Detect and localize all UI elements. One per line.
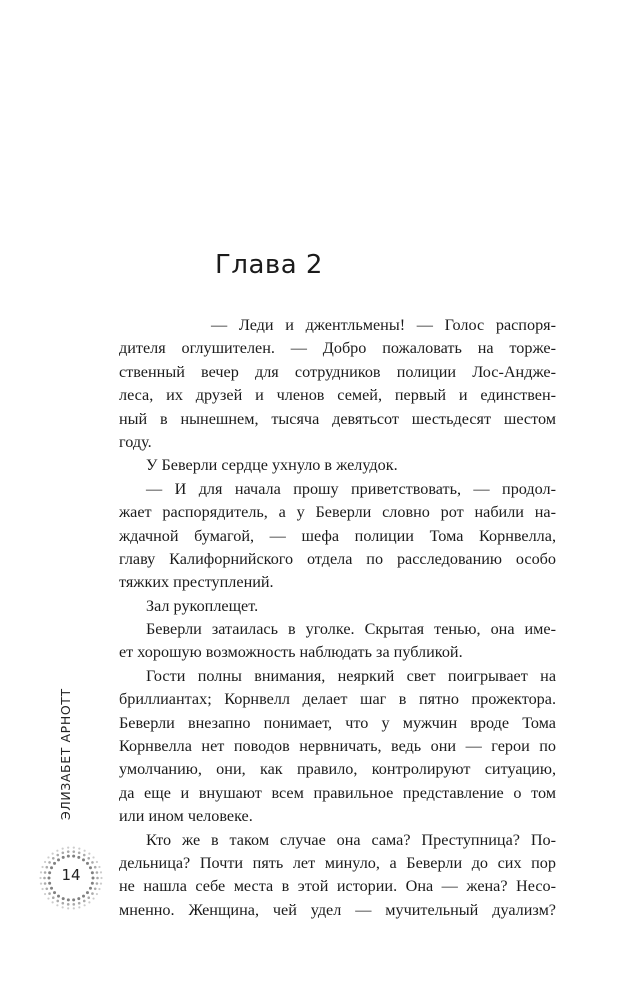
text-line: дителя оглушителен. — Добро пожаловать на торже- — [119, 339, 556, 358]
ornament-dot — [77, 897, 80, 900]
ornament-dot — [77, 856, 80, 859]
ornament-dot — [72, 898, 75, 901]
ornament-dot — [84, 850, 86, 852]
ornament-dot — [56, 850, 58, 852]
text-line: жает распорядитель, а у Беверли словно рот набили на- — [119, 503, 556, 522]
ornament-dot — [62, 848, 64, 850]
ornament-dot — [67, 898, 70, 901]
ornament-dot — [67, 850, 70, 853]
ornament-dot — [67, 847, 69, 849]
ornament-dot — [88, 853, 90, 855]
text-line: да еще и внушают всем правильное представление о том — [119, 783, 556, 802]
ornament-dot — [78, 906, 80, 908]
ornament-dot — [78, 852, 81, 855]
text-line: Кто же в таком случае она сама? Преступница? По- — [146, 830, 556, 849]
ornament-dot — [89, 887, 92, 890]
page-number: 14 — [61, 866, 81, 884]
ornament-dot — [48, 861, 51, 864]
ornament-dot — [67, 903, 70, 906]
ornament-dot — [62, 902, 65, 905]
ornament-dot — [67, 907, 69, 909]
ornament-dot — [73, 847, 75, 849]
ornament-dot — [72, 903, 75, 906]
text-line: — Леди и джентльмены! — Голос распоря- — [211, 316, 556, 334]
ornament-dot — [50, 887, 53, 890]
ornament-dot — [98, 888, 100, 890]
ornament-dot — [83, 900, 86, 903]
ornament-dot — [84, 904, 86, 906]
chapter-body — [119, 314, 556, 922]
ornament-dot — [57, 895, 60, 898]
text-line: бриллиантах; Корнвелл делает шаг в пятно прожектора. — [119, 690, 556, 709]
text-line: Беверли внезапно понимает, что у мужчин вроде Тома — [119, 713, 556, 732]
text-line: ный в нынешнем, тысяча девятьсот шестьдесят шестом — [119, 409, 556, 428]
ornament-dot — [52, 896, 55, 899]
ornament-dot — [62, 856, 65, 859]
ornament-dot — [56, 904, 58, 906]
text-line: главу Калифорнийского отдела по расследованию особо — [119, 549, 556, 568]
ornament-dot — [53, 862, 56, 865]
ornament-dot — [62, 852, 65, 855]
ornament-dot — [52, 857, 55, 860]
ornament-dot — [56, 900, 59, 903]
ornament-dot — [83, 854, 86, 857]
text-line: Корнвелла нет поводов нервничать, ведь они — герои по — [119, 737, 556, 756]
ornament-dot — [72, 855, 75, 858]
ornament-dot — [96, 861, 98, 863]
ornament-dot — [48, 892, 51, 895]
ornament-dot — [86, 862, 89, 865]
text-line: дельница? Почти пять лет минуло, а Беверли до сих пор — [119, 853, 556, 872]
ornament-dot — [92, 897, 94, 899]
ornament-dot — [73, 907, 75, 909]
ornament-dot — [44, 861, 46, 863]
ornament-dot — [86, 891, 89, 894]
ornament-dot — [56, 854, 59, 857]
ornament-dot — [87, 857, 90, 860]
ornament-dot — [53, 891, 56, 894]
text-line: Беверли затаилась в уголке. Скрытая тенью, она име- — [146, 620, 556, 639]
text-line: ждачной бумагой, — шефа полиции Тома Корнвелла, — [119, 526, 556, 545]
ornament-dot — [41, 888, 43, 890]
ornament-dot — [72, 850, 75, 853]
ornament-dot — [94, 887, 97, 890]
text-line: У Беверли сердце ухнуло в желудок. — [146, 456, 398, 475]
running-head-author: ЭЛИЗАБЕТ АРНОТТ — [58, 688, 73, 820]
ornament-dot — [44, 893, 46, 895]
text-line: тяжких преступлений. — [119, 573, 274, 592]
page-number-badge — [39, 846, 103, 910]
text-line: не нашла себе места в этой истории. Она — жена? Несо- — [119, 877, 556, 896]
ornament-dot — [52, 853, 54, 855]
ornament-dot — [82, 858, 85, 861]
ornament-dot — [47, 856, 49, 858]
ornament-dot — [88, 901, 90, 903]
ornament-dot — [82, 895, 85, 898]
ornament-dot — [91, 892, 94, 895]
text-line: ет хорошую возможность наблюдать за публикой. — [119, 643, 463, 662]
text-line: мненно. Женщина, чей удел — мучительный дуализм? — [119, 900, 556, 919]
text-line: ственный вечер для сотрудников полиции Лос-Андже- — [119, 362, 556, 381]
text-line: или ином человеке. — [119, 807, 253, 826]
ornament-dot — [78, 902, 81, 905]
text-line: году. — [119, 432, 152, 451]
ornament-dot — [87, 896, 90, 899]
ornament-dot — [57, 858, 60, 861]
text-line: умолчанию, они, как правило, контролируют ситуацию, — [119, 760, 556, 779]
ornament-dot — [78, 848, 80, 850]
ornament-dot — [91, 861, 94, 864]
chapter-title: Глава 2 — [215, 250, 323, 280]
ornament-dot — [47, 897, 49, 899]
ornament-dot — [62, 897, 65, 900]
text-line: — И для начала прошу приветствовать, — продол- — [146, 479, 556, 498]
ornament-dot — [92, 856, 94, 858]
ornament-dot — [45, 887, 48, 890]
ornament-dot — [67, 855, 70, 858]
ornament-dot — [52, 901, 54, 903]
text-line: леса, их друзей и членов семей, первый и единствен- — [119, 386, 556, 405]
text-line: Гости полны внимания, неяркий свет поигрывает на — [146, 666, 556, 685]
ornament-dot — [62, 906, 64, 908]
text-line: Зал рукоплещет. — [146, 596, 259, 615]
ornament-dot — [96, 893, 98, 895]
